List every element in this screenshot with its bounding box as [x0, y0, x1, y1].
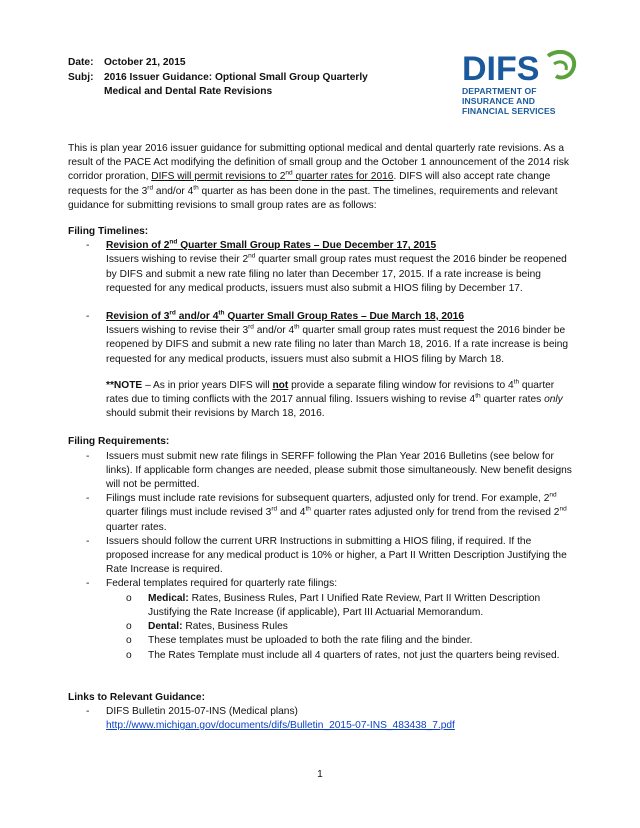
difs-logo-mark: DIFS: [462, 50, 540, 88]
subject-label: Subj:: [68, 71, 94, 83]
timeline-note: **NOTE – As in prior years DIFS will not provide a separate filing window for revisions to 4th quarter rates due to timing conflicts with the 2017 annual filing. Issuers wishing to revise 4th quarter rates only should submit their revisions by March 18, 2016.: [106, 378, 563, 420]
filing-requirements-heading: Filing Requirements:: [68, 436, 170, 448]
logo-line-3: FINANCIAL SERVICES: [462, 106, 556, 116]
requirement-item-1: - Issuers must submit new rate filings in SERFF following the Plan Year 2016 Bulletins (see below for links). If applicable form changes are needed, please submit those simultaneously. New benefit designs will not be permitted.: [86, 450, 572, 491]
timeline-item-2: - Revision of 3rd and/or 4th Quarter Small Group Rates – Due March 18, 2016: [68, 310, 572, 324]
timeline-item-2-heading: Revision of 3rd and/or 4th Quarter Small Group Rates – Due March 18, 2016: [106, 309, 465, 323]
logo-line-2: INSURANCE AND: [462, 96, 536, 106]
page-number: 1: [317, 769, 323, 780]
timeline-item-1-heading: Revision of 2nd Quarter Small Group Rates – Due December 17, 2015: [106, 238, 437, 252]
filing-timelines-heading: Filing Timelines:: [68, 226, 149, 238]
template-item-upload: o These templates must be uploaded to both the rate filing and the binder.: [126, 635, 473, 647]
intro-paragraph: This is plan year 2016 issuer guidance for submitting optional medical and dental quarterly rate revisions. As a result of the PACE Act modifying the definition of small group and the October 1 announcement of the 2014 risk corridor proration, DIFS will permit revisions to 2nd quarter rates for 2016. DIFS will also accept rate change requests for the 3rd and/or 4th quarter as has been done in the past. The timelines, requirements and relevant guidance for submitting revisions to small group rates are as follows:: [68, 143, 569, 211]
timeline-item-1-body: Issuers wishing to revise their 2nd quarter small group rates must request the 2016 binder be reopened by DIFS and submit a new rate filing no later than December 17, 2015. If a rate increase is being requested for any medical products, issuers must also submit a HIOS filing by December 17.: [106, 253, 567, 294]
subject-line-2: Medical and Dental Rate Revisions: [104, 86, 273, 97]
template-item-quarters: o The Rates Template must include all 4 quarters of rates, not just the quarters being revised.: [126, 649, 560, 661]
date-label: Date:: [68, 57, 94, 68]
requirement-item-2: - Filings must include rate revisions for subsequent quarters, adjusted only for trend. For example, 2nd quarter filings must include revised 3rd and 4th quarter rates adjusted only for trend from the revised 2nd quarter rates.: [86, 491, 567, 533]
memo-header: [68, 56, 428, 100]
body-content: [68, 142, 572, 733]
subject-line-1: 2016 Issuer Guidance: Optional Small Group Quarterly: [104, 71, 368, 83]
link-item-1: - DIFS Bulletin 2015-07-INS (Medical plans): [86, 705, 298, 717]
timeline-item-2-body: Issuers wishing to revise their 3rd and/or 4th quarter small group rates must request the 2016 binder be reopened by DIFS and submit a new rate filing no later than March 18, 2016. If a rate increase is being requested for any medical products, issuers must also submit a HIOS filing by March 18.: [106, 323, 569, 365]
logo-line-1: DEPARTMENT OF: [462, 86, 537, 96]
requirement-item-4: - Federal templates required for quarterly rate filings:: [86, 578, 338, 590]
difs-logo-text: [462, 86, 592, 116]
template-item-medical: o Medical: Rates, Business Rules, Part I Unified Rate Review, Part II Written Description Justifying the Rate Increase (if applicable), Part III Actuarial Memorandum.: [126, 592, 541, 618]
links-heading: Links to Relevant Guidance:: [68, 691, 205, 703]
logo-swoosh-icon: [548, 52, 574, 78]
timeline-item-1: - Revision of 2nd Quarter Small Group Rates – Due December 17, 2015: [68, 239, 572, 253]
template-item-dental: o Dental: Rates, Business Rules: [126, 621, 288, 633]
date-value: October 21, 2015: [104, 57, 186, 68]
bulletin-link[interactable]: http://www.michigan.gov/documents/difs/Bulletin_2015-07-INS_483438_7.pdf: [106, 720, 455, 732]
requirement-item-3: - Issuers should follow the current URR Instructions in submitting a HIOS filing, if required. If the proposed increase for any medical product is 10% or higher, a Part II Written Description Justifying the Rate Increase is required.: [86, 535, 567, 576]
